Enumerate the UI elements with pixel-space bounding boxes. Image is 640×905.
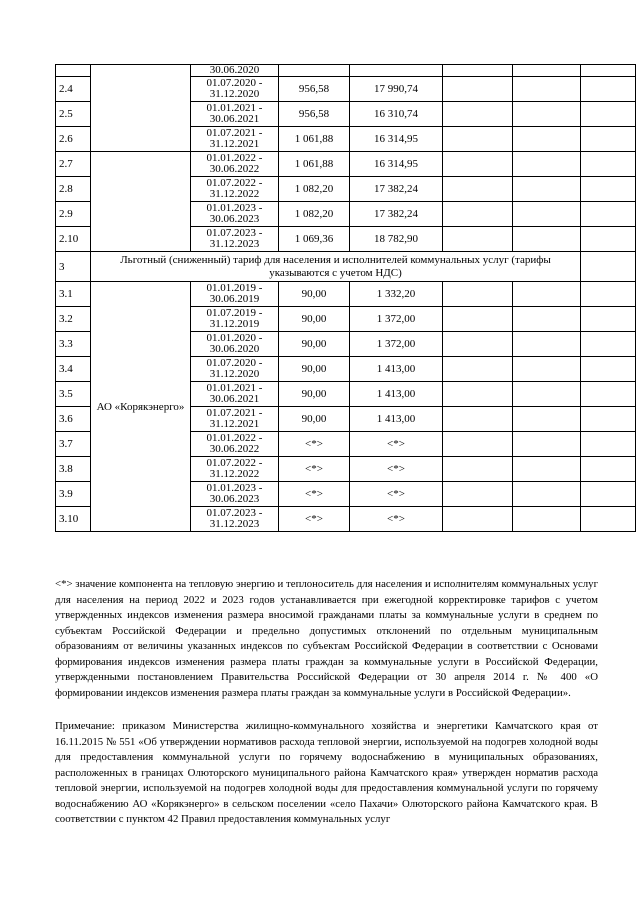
empty-cell xyxy=(581,332,636,357)
empty-cell xyxy=(581,482,636,507)
component-water-cell: 90,00 xyxy=(279,332,350,357)
empty-cell xyxy=(581,307,636,332)
empty-cell xyxy=(443,227,513,252)
period-cell: 01.07.2019 - 31.12.2019 xyxy=(191,307,279,332)
empty-cell xyxy=(513,127,581,152)
period-cell: 01.01.2022 - 30.06.2022 xyxy=(191,152,279,177)
tariff-table xyxy=(55,64,636,532)
period-cell: 01.07.2020 - 31.12.2020 xyxy=(191,357,279,382)
empty-cell xyxy=(513,332,581,357)
component-heat-cell: 17 382,24 xyxy=(350,202,443,227)
org-cell xyxy=(91,152,191,252)
row-number-cell: 3.5 xyxy=(56,382,91,407)
component-water-cell: 90,00 xyxy=(279,357,350,382)
table-row xyxy=(56,282,636,307)
empty-cell xyxy=(581,507,636,532)
component-heat-cell: 17 382,24 xyxy=(350,177,443,202)
row-number-cell: 3.8 xyxy=(56,457,91,482)
empty-cell xyxy=(513,202,581,227)
period-cell: 01.07.2020 - 31.12.2020 xyxy=(191,77,279,102)
empty-cell xyxy=(581,65,636,77)
section-title: Льготный (сниженный) тариф для населения и исполнителей коммунальных услуг (тарифы указываются с учетом НДС) xyxy=(120,253,551,279)
period-cell: 01.07.2021 - 31.12.2021 xyxy=(191,407,279,432)
component-heat-cell: 1 372,00 xyxy=(350,332,443,357)
empty-cell xyxy=(513,227,581,252)
component-water-cell: 90,00 xyxy=(279,282,350,307)
row-number-cell: 2.5 xyxy=(56,102,91,127)
empty-cell xyxy=(443,77,513,102)
component-heat-cell: 17 990,74 xyxy=(350,77,443,102)
component-water-cell: 90,00 xyxy=(279,307,350,332)
component-heat-cell: 1 413,00 xyxy=(350,407,443,432)
empty-cell xyxy=(443,482,513,507)
section-header-row xyxy=(56,252,636,282)
empty-cell xyxy=(581,202,636,227)
row-number-cell: 3.4 xyxy=(56,357,91,382)
empty-cell xyxy=(443,507,513,532)
empty-cell xyxy=(443,407,513,432)
component-water-cell: <*> xyxy=(279,507,350,532)
component-heat-cell: <*> xyxy=(350,432,443,457)
empty-cell xyxy=(513,307,581,332)
period-cell: 01.01.2022 - 30.06.2022 xyxy=(191,432,279,457)
empty-cell xyxy=(581,252,636,282)
period-cell: 01.01.2023 - 30.06.2023 xyxy=(191,202,279,227)
empty-cell xyxy=(513,457,581,482)
empty-cell xyxy=(443,127,513,152)
empty-cell xyxy=(350,65,443,77)
component-water-cell: 90,00 xyxy=(279,407,350,432)
empty-cell xyxy=(443,282,513,307)
empty-cell xyxy=(279,65,350,77)
component-heat-cell: 1 372,00 xyxy=(350,307,443,332)
component-heat-cell: <*> xyxy=(350,507,443,532)
period-cell: 01.07.2023 - 31.12.2023 xyxy=(191,227,279,252)
period-cell: 01.01.2020 - 30.06.2020 xyxy=(191,332,279,357)
empty-cell xyxy=(513,152,581,177)
empty-cell xyxy=(443,65,513,77)
component-heat-cell: 16 314,95 xyxy=(350,152,443,177)
component-heat-cell: 16 314,95 xyxy=(350,127,443,152)
empty-cell xyxy=(513,177,581,202)
period-cell: 01.01.2021 - 30.06.2021 xyxy=(191,382,279,407)
org-cell xyxy=(91,65,191,152)
empty-cell xyxy=(443,457,513,482)
row-number-cell: 3.3 xyxy=(56,332,91,357)
component-heat-cell: 1 413,00 xyxy=(350,382,443,407)
component-water-cell: 1 069,36 xyxy=(279,227,350,252)
period-cell: 01.07.2021 - 31.12.2021 xyxy=(191,127,279,152)
period-cell: 01.07.2022 - 31.12.2022 xyxy=(191,177,279,202)
empty-cell xyxy=(581,282,636,307)
component-water-cell: 956,58 xyxy=(279,77,350,102)
empty-cell xyxy=(581,77,636,102)
empty-cell xyxy=(581,382,636,407)
component-water-cell: 1 061,88 xyxy=(279,127,350,152)
component-heat-cell: 18 782,90 xyxy=(350,227,443,252)
table-row xyxy=(56,65,636,77)
empty-cell xyxy=(513,407,581,432)
period-cell: 01.07.2022 - 31.12.2022 xyxy=(191,457,279,482)
empty-cell xyxy=(443,382,513,407)
empty-cell xyxy=(513,507,581,532)
component-water-cell: <*> xyxy=(279,457,350,482)
empty-cell xyxy=(581,432,636,457)
component-water-cell: 90,00 xyxy=(279,382,350,407)
row-number-cell xyxy=(56,65,91,77)
component-water-cell: 1 061,88 xyxy=(279,152,350,177)
empty-cell xyxy=(513,482,581,507)
row-number-cell: 2.9 xyxy=(56,202,91,227)
note-text: Примечание: приказом Министерства жилищно-коммунального хозяйства и энергетики Камчатского края от 16.11.2015 № 551 «Об утверждении нормативов расхода тепловой энергии, используемой на подогрев холодной воды для предоставления коммунальной услуги по горячему водоснабжению в муниципальных образованиях, расположенных в границах Олюторского муниципального района Камчатского края» утвержден норматив расхода тепловой энергии, используемой на подогрев холодной воды для предоставления коммунальной услуги по горячему водоснабжению АО «Корякэнерго» в сельском поселении «село Пахачи» Олюторского района Камчатского края. В соответствии с пунктом 42 Правил предоставления коммунальных услуг xyxy=(55,720,598,825)
empty-cell xyxy=(581,457,636,482)
empty-cell xyxy=(513,102,581,127)
empty-cell xyxy=(443,357,513,382)
row-number-cell: 3.2 xyxy=(56,307,91,332)
empty-cell xyxy=(443,307,513,332)
row-number-cell: 3.9 xyxy=(56,482,91,507)
component-heat-cell: 1 413,00 xyxy=(350,357,443,382)
empty-cell xyxy=(443,177,513,202)
empty-cell xyxy=(513,432,581,457)
period-cell: 01.01.2019 - 30.06.2019 xyxy=(191,282,279,307)
period-cell: 01.01.2021 - 30.06.2021 xyxy=(191,102,279,127)
component-water-cell: 1 082,20 xyxy=(279,202,350,227)
table-row xyxy=(56,152,636,177)
period-cell: 01.07.2023 - 31.12.2023 xyxy=(191,507,279,532)
empty-cell xyxy=(581,152,636,177)
period-cell: 01.01.2023 - 30.06.2023 xyxy=(191,482,279,507)
row-number-cell: 2.7 xyxy=(56,152,91,177)
component-heat-cell: <*> xyxy=(350,457,443,482)
period-cell: 30.06.2020 xyxy=(191,65,279,77)
component-heat-cell: 16 310,74 xyxy=(350,102,443,127)
row-number-cell: 3.10 xyxy=(56,507,91,532)
empty-cell xyxy=(443,102,513,127)
row-number-cell: 2.4 xyxy=(56,77,91,102)
empty-cell xyxy=(443,152,513,177)
section-title-cell xyxy=(91,252,581,282)
empty-cell xyxy=(513,382,581,407)
component-water-cell: <*> xyxy=(279,482,350,507)
row-number-cell: 2.6 xyxy=(56,127,91,152)
empty-cell xyxy=(443,332,513,357)
empty-cell xyxy=(513,282,581,307)
empty-cell xyxy=(513,77,581,102)
empty-cell xyxy=(513,357,581,382)
component-water-cell: 956,58 xyxy=(279,102,350,127)
empty-cell xyxy=(581,407,636,432)
empty-cell xyxy=(443,202,513,227)
empty-cell xyxy=(581,227,636,252)
component-heat-cell: 1 332,20 xyxy=(350,282,443,307)
empty-cell xyxy=(443,432,513,457)
empty-cell xyxy=(513,65,581,77)
row-number-cell: 2.10 xyxy=(56,227,91,252)
table-body xyxy=(56,65,636,532)
empty-cell xyxy=(581,357,636,382)
org-name-cell: АО «Корякэнерго» xyxy=(91,282,191,532)
empty-cell xyxy=(581,102,636,127)
empty-cell xyxy=(581,127,636,152)
row-number-cell: 3.7 xyxy=(56,432,91,457)
component-water-cell: 1 082,20 xyxy=(279,177,350,202)
row-number-cell: 2.8 xyxy=(56,177,91,202)
component-water-cell: <*> xyxy=(279,432,350,457)
section-number-cell: 3 xyxy=(56,252,91,282)
footnote-text: <*> значение компонента на тепловую энергию и теплоноситель для населения и исполнителям коммунальных услуг для населения на период 2022 и 2023 годов устанавливается при ежегодной корректировке тарифов с учетом утвержденных индексов изменения размера вносимой гражданами платы за коммунальные услуги в среднем по субъектам Российской Федерации и предельно допустимых отклонений по отдельным муниципальным образованиям от величины указанных индексов по субъектам Российской Федерации в соответствии с Основами формирования индексов изменения размера платы граждан за коммунальные услуги в Российской Федерации, утвержденными постановлением Правительства Российской Федерации от 30 апреля 2014 г. № 400 «О формировании индексов изменения размера платы граждан за коммунальные услуги в Российской Федерации». xyxy=(55,578,598,699)
row-number-cell: 3.6 xyxy=(56,407,91,432)
row-number-cell: 3.1 xyxy=(56,282,91,307)
component-heat-cell: <*> xyxy=(350,482,443,507)
empty-cell xyxy=(581,177,636,202)
